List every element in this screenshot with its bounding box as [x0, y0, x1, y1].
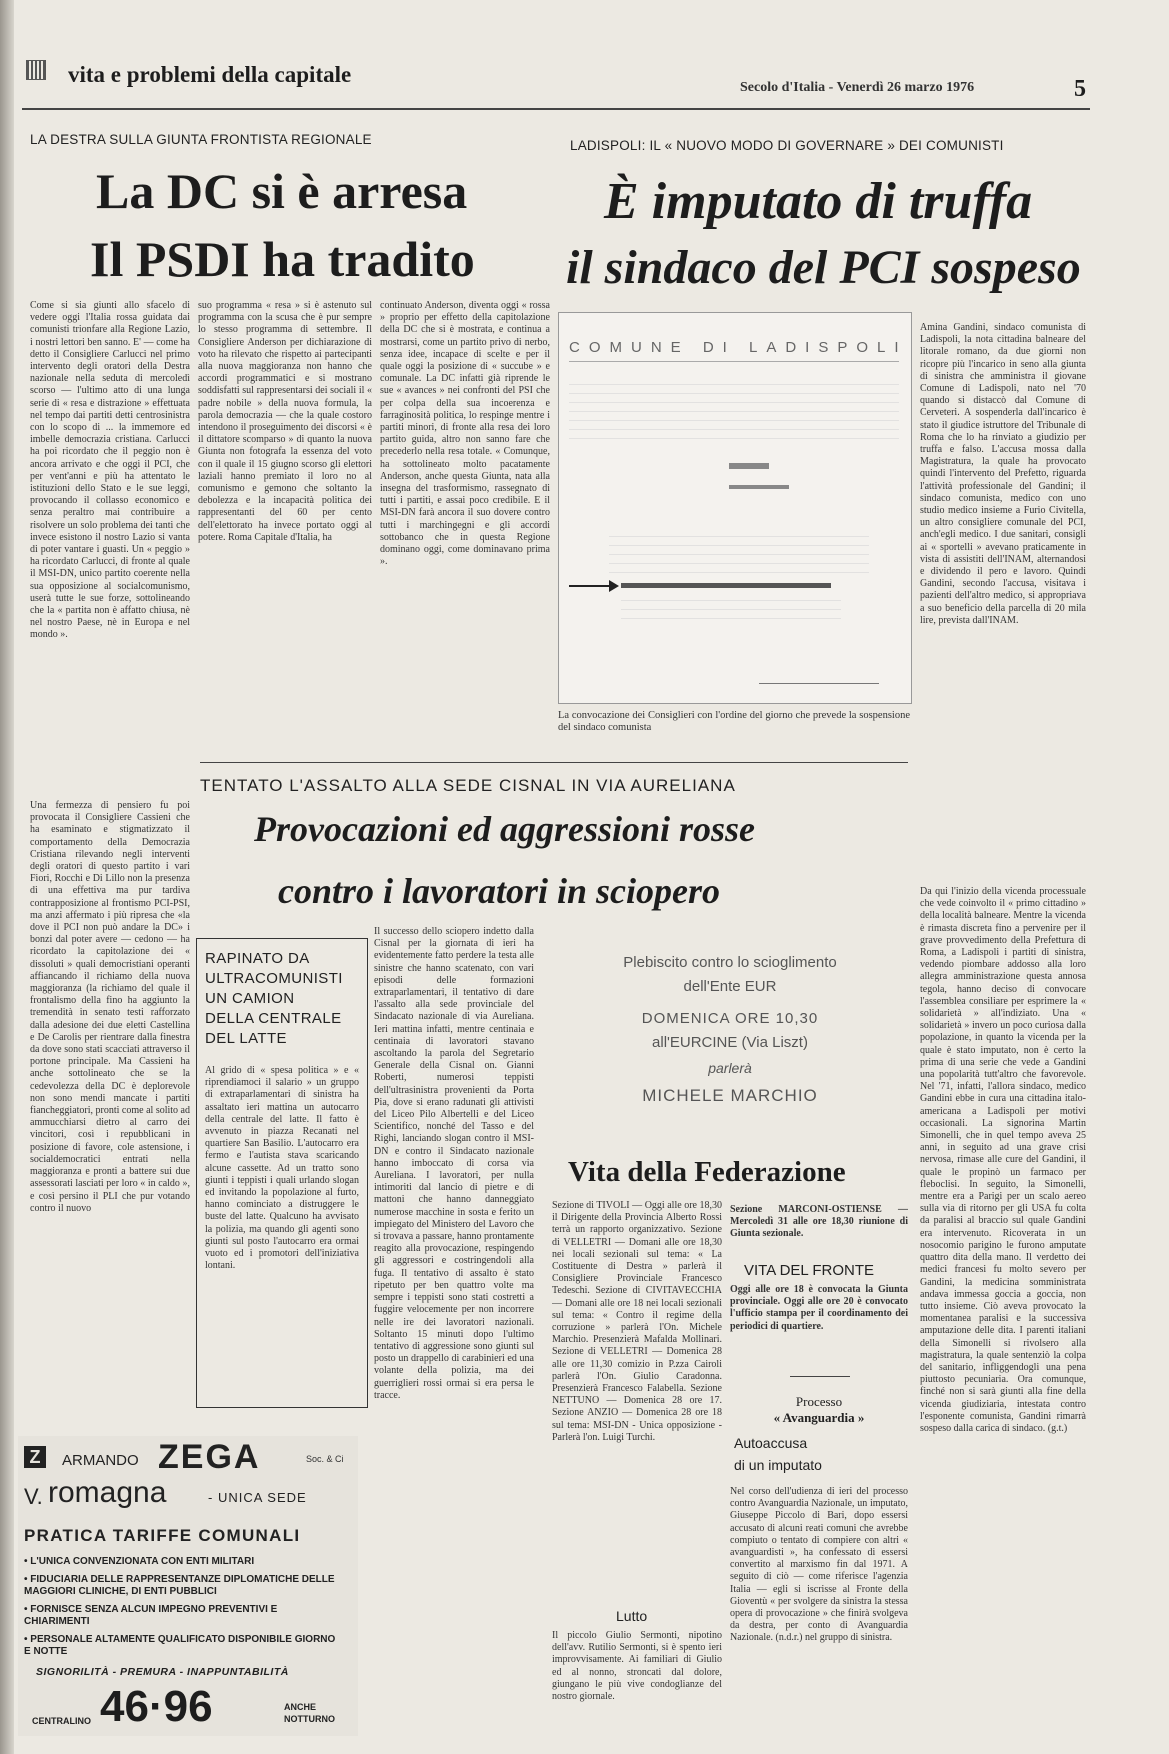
document-stamp [759, 653, 879, 684]
ad-phone-label: CENTRALINO [32, 1716, 91, 1726]
article-left-headline-2: Il PSDI ha tradito [90, 231, 475, 287]
article-left-kicker: LA DESTRA SULLA GIUNTA FRONTISTA REGIONALE [30, 132, 372, 147]
document-text-block [621, 597, 841, 619]
ad-company-small: ARMANDO [62, 1452, 139, 1469]
document-mark [729, 463, 769, 469]
article-left-column-3: continuato Anderson, diventa oggi « rossa » proprio per effetto della capitolazione della DC che si è mostrata, e continua a mostrarsi, come un partito privo di nerbo, senza idee, incapace di scelte e per il quale oggi la posizione di « succube » e comunale. La DC infatti già riprende le sue « avances » nei confronti del PSI che per colpa della sua incoerenza e farraginosità politica, lo respinge mentre i partiti minori, di fronte alla resa dei loro partito guida, altro non sanno fare che precederlo nella resa totale. « Comunque, ha sottolineato molto pacatamente Anderson, anche questa Giunta, nata alla insegna del trasformismo, rassegnato di tutti i partiti, e assai poco credibile. E il MSI-DN farà ancora il suo dovere contro tutti i marchingegni e gli accordi sottobanco che in questa Regione dominano oggi, come dominavano prima ». [380, 300, 550, 568]
document-letterhead: COMUNE DI LADISPOLI [569, 339, 908, 356]
page-edge-shadow [0, 0, 14, 1754]
article-right-headline-1: È imputato di truffa [604, 173, 1033, 230]
document-facsimile [558, 312, 912, 704]
box-rapinato [196, 938, 368, 1408]
document-text-block [569, 379, 899, 439]
ad-street-prefix: V. [24, 1484, 43, 1509]
advertisement-zega [18, 1436, 358, 1736]
article-left-headline-1: La DC si è arresa [96, 163, 468, 219]
article-left-column-1b: Una fermezza di pensiero fu poi provocata il Consigliere Cassieni che ha esaminato e stigmatizzato il comportamento della Democrazia Cristiana rilevando negli interventi degli oratori di questo partito i vari Fiori, Rocchi e Di Lillo non la presenza di una effettiva ma pur tardiva contrapposizione al frontismo PCI-PSI, ma anzi affermato i più ripresa che «la dove il PCI non può andare la DC» i bonzi dal poter avere — cedono — ha ricordato la capitolazione dei « dissoluti » quali democristiani operanti affiancando il richiamo della nuova maggioranza (la richiamo del quale il frontalismo della fino ha aggiunto la tremendità in senato testi rafforzato dalla adesione dei due eletti Castellina e De Carolis per rientrare dalla finestra da dove sono stati scacciati attraverso il portone principale. Ma Cassieni ha anche sottolineato che se la cedevolezza della DC è deplorevole non sono mendi mancate i partiti fiancheggiatori, pronti come al solito ad ammucchiarsi dietro al carro dei vincitori, così i repubblicani in posizione di favore, cole astensione, i socialdemocratici entrati nella maggioranza e pronti a battere sui due assessorati lasciati per loro « in caldo », e così persino il PLI che pur votando contro il nuovo [30, 800, 190, 1214]
article-cisnal-kicker: TENTATO L'ASSALTO ALLA SEDE CISNAL IN VIA AURELIANA [200, 776, 736, 795]
article-left-column-2: suo programma « resa » si è astenuto sul programma con la scusa che è pur sempre lo stesso programma di settembre. Il Consigliere Anderson per dichiarazione di voto ha rilevato che rispetto ai partecipanti alla nuova maggioranza non hanno che accordi programmatici e si mostrano soddisfatti sul rappresentarsi dei sociali il « padre nobile » della nuova formula, la parola democrazia — che la quale costoro intendono il proseguimento dei discorsi « è il dittatore scomparso » di quanto la nuova Giunta non fotografa la essenza del voto con il quale il 15 giugno scorso gli elettori laziali hanno premiato il loro no al comunismo e gemono che soltanto la debolezza e la incapacità politica dei rappresentanti del 60 per cento dell'elettorato ha invece portato oggi al potere. Roma Capitale d'Italia, ha [198, 300, 372, 543]
article-right-kicker: LADISPOLI: IL « NUOVO MODO DI GOVERNARE » DEI COMUNISTI [570, 138, 1004, 153]
ad-phone-note-1: ANCHE [284, 1702, 317, 1712]
document-mark [729, 485, 789, 489]
ad-bullet: • PERSONALE ALTAMENTE QUALIFICATO DISPONIBILE GIORNO E NOTTE [24, 1634, 336, 1657]
box-rapinato-title-line: ULTRACOMUNISTI [205, 970, 343, 987]
ad-phone-note-2: NOTTURNO [284, 1714, 335, 1724]
processo-title-line: Processo [795, 1394, 843, 1409]
section-title: vita e problemi della capitale [68, 62, 352, 87]
ad-bullet: • FORNISCE SENZA ALCUN IMPEGNO PREVENTIVI E CHIARIMENTI [24, 1604, 278, 1627]
processo-subtitle [734, 1432, 822, 1476]
processo-title-line: « Avanguardia » [773, 1410, 865, 1425]
page-number: 5 [1074, 76, 1086, 102]
ad-company-big: ZEGA [158, 1438, 261, 1476]
federazione-column-2: Sezione MARCONI-OSTIENSE — Mercoledì 31 alle ore 18,30 riunione di Giunta sezionale. [730, 1204, 908, 1240]
box-rapinato-title-line: DEL LATTE [205, 1030, 287, 1047]
article-cisnal-headline-2: contro i lavoratori in sciopero [278, 871, 721, 911]
ad-logo-icon: Z [24, 1446, 46, 1468]
box-plebiscito [552, 930, 908, 1140]
box-rapinato-body: Al grido di « spesa politica » e « riprendiamoci il salario » un gruppo di extraparlamentari di sinistra ha assaltato ieri mattina un autocarro della centrale del latte. Il fatto è avvenuto in piazza Recanati nel quartiere San Basilio. L'autocarro era fermo e l'autista stava scaricando alcune cassette. Ad un tratto sono giunti i teppisti i quali urlando slogan ed invitando la popolazione al furto, hanno cominciato a distruggere le buste del latte. Qualcuno ha avvisato la polizia, ma quando gli agenti sono giunti sul posto l'autocarro era ormai vuoto ed i promotori dell'iniziativa lontani. [205, 1065, 359, 1272]
lutto-body: Il piccolo Giulio Sermonti, nipotino dell'avv. Rutilio Sermonti, si è spento ieri improvvisamente. Ai familiari di Giulio ed al nonno, stroncati dal dolore, giungano le più vive condoglianze del nostro giornale. [552, 1630, 722, 1703]
plebiscito-line: all'EURCINE (Via Liszt) [652, 1034, 808, 1051]
plebiscito-line: parlerà [708, 1060, 752, 1076]
box-rapinato-title-line: DELLA CENTRALE [205, 1010, 342, 1027]
processo-title [730, 1394, 908, 1426]
lutto-title: Lutto [616, 1608, 648, 1624]
document-highlight-line [621, 583, 831, 588]
document-caption: La convocazione dei Consiglieri con l'ordine del giorno che prevede la sospensione del sindaco comunista [558, 710, 910, 734]
ad-bullet: • FIDUCIARIA DELLE RAPPRESENTANZE DIPLOMATICHE DELLE MAGGIORI CLINICHE, DI ENTI PUBBLICI [24, 1574, 335, 1597]
vita-fronte-body: Oggi alle ore 18 è convocata la Giunta provinciale. Oggi alle ore 20 è convocato l'ufficio stampa per il coordinamento dei periodici di quartiere. [730, 1284, 908, 1332]
article-cisnal-headline-1: Provocazioni ed aggressioni rosse [254, 809, 756, 849]
processo-subtitle-line: di un imputato [734, 1457, 822, 1473]
federazione-title: Vita della Federazione [568, 1156, 846, 1188]
divider-line [790, 1376, 850, 1377]
ad-bullet: • L'UNICA CONVENZIONATA CON ENTI MILITARI [24, 1556, 255, 1567]
box-rapinato-title-line: RAPINATO DA [205, 950, 310, 967]
processo-subtitle-line: Autoaccusa [734, 1435, 808, 1451]
box-rapinato-title [205, 949, 343, 1049]
dateline: Secolo d'Italia - Venerdì 26 marzo 1976 [740, 80, 975, 95]
federazione-column-1: Sezione di TIVOLI — Oggi alle ore 18,30 il Dirigente della Provincia Alberto Rossi terrà un rapporto organizzativo. Sezione di VELLETRI — Domani alle ore 18,30 nei locali sezionali sul tema: « La Costituente di Destra » parlerà il Consigliere Provinciale Francesco Tedeschi. Sezione di CIVITAVECCHIA — Domani alle ore 18 nei locali sezionali sul tema: « Contro il regime della corruzione » parlerà l'On. Michele Marchio. Presenzierà Mafalda Mollinari. Sezione di VELLETRI — Domenica 28 alle ore 11,30 comizio in P.zza Cairoli parlerà l'On. Giulio Caradonna. Presenzierà Francesco Falabella. Sezione NETTUNO — Domenica 28 ore 17. Sezione ANZIO — Domenica 28 ore 18 sul tema: MSI-DN - Unica opposizione - Parlerà l'on. Luigi Turchi. [552, 1200, 722, 1443]
article-left-column-1: Come si sia giunti allo sfacelo di vedere oggi l'Italia rossa guidata dai comunisti trionfare alla Regione Lazio, i nostri lettori ben sanno. E' — come ha detto il Consigliere Carlucci nel primo intervento degli oratori della Destra nazionale nella seduta di mercoledì scorso — l'ultimo atto di una lunga serie di « resa e distrazione » effettuata nel tempo dai partiti detti centrosinistra con lo scopo di ... la immemore ed imbelle democrazia cristiana. Carlucci ha poi ricordato che il peggio non è ancora arrivato e che oggi il PCI, che per vent'anni e più ha attentato le istituzioni dello Stato e le sue leggi, provocando il collasso economico e senza peraltro mai contribuire a risolvere un solo problema dei tanti che invece esistono il nostro Lazio si vanta di poter vantare i guasti. Un « peggio » ha ricordato Carlucci, di fronte al quale il MSI-DN, unico partito coerente nella sua opposizione al socialcomunismo, userà tutte le sue forze, sottolineando che la « partita non è affatto chiusa, nè nel nostro Paese, nè in Europa e nel mondo ». [30, 300, 190, 641]
plebiscito-line: MICHELE MARCHIO [642, 1086, 818, 1105]
ad-street: romagna [48, 1476, 167, 1509]
ad-slogan: SIGNORILITÀ - PREMURA - INAPPUNTABILITÀ [36, 1666, 289, 1678]
ad-street-suffix: - UNICA SEDE [208, 1490, 307, 1505]
article-cisnal-column: Il successo dello sciopero indetto dalla Cisnal per la giornata di ieri ha evidentemente fatto perdere la testa alle sinistre che hanno scatenato, con vari episodi delle formazioni extraparlamentari, il tentativo di dare l'assalto alla sede provinciale del Sindacato nazionale di via Aureliana. Ieri mattina infatti, mentre centinaia e centinaia di lavoratori stavano ascoltando la parola del Segretario Generale della Cisnal on. Gianni Roberti, numerosi teppisti dell'ultrasinistra provenienti da Porta Pia, dove si erano radunati gli attivisti del Liceo Pilo Albertelli e del Liceo Scientifico, nonché del Tasso e del Righi, lanciando slogan contro il MSI-DN e contro il Sindacato nazionale hanno imboccato di corsa via Aureliana. I lavoratori, per nulla intimoriti dal lancio di pietre e di mattoni che hanno danneggiato numerose macchine in sosta e ferito un impiegato del Ministero del Lavoro che si trovava a passare, hanno prontamente reagito alla provocazione, respingendo gli aggressori e costringendoli alla fuga. Il tentativo di assalto è stato ripetuto per ben quattro volte ma sempre i teppisti sono stati costretti a fuggire velocemente per non incorrere nelle ire dei lavoratori nazionali. Soltanto 15 minuti dopo l'ultimo tentativo di aggressione sono giunti sul posto un drappello di carabinieri ed una volante della polizia, ma dei guerriglieri rossi ormai si era persa le tracce. [374, 926, 534, 1401]
divider-line [200, 762, 908, 763]
arrow-icon [609, 580, 619, 592]
plebiscito-line: Plebiscito contro lo scioglimento [623, 954, 837, 971]
article-right-column: Amina Gandini, sindaco comunista di Ladispoli, la nota cittadina balneare del litorale romano, da due giorni non ricopre più l'incarico in seno alla giunta di sinistra che amministra il giovane Comune di Ladispoli, nato nel '70 quando si distaccò dal Comune di Cerveteri. A sospenderla dall'incarico è stato il giudice istruttore del Tribunale di Roma che lo ha rinviato a giudizio per truffa e falso. L'accusa mossa dalla Magistratura, la quale ha provocato quindi l'intervento del Prefetto, riguarda l'attività professionale del Gandini; il sindaco comunista, medico con uno studio medico insieme a Furio Civitella, un altro consigliere comunale del PCI, anch'egli medico. I due sanitari, consigli ai « sportelli » avevano praticamente in vista di assistiti dell'INAM, alternandosi e dividendo il pero e lavoro. Quindi Gandini, secondo l'accusa, visitava i pazienti dell'altro medico, si appropriava a suo beneficio della parcella di 20 mila lire, prevista dall'INAM. [920, 322, 1086, 626]
header-rule [22, 108, 1090, 110]
box-rapinato-title-line: UN CAMION [205, 990, 295, 1007]
section-icon [26, 60, 46, 80]
vita-fronte-title: VITA DEL FRONTE [744, 1262, 875, 1279]
document-text-block [609, 533, 869, 573]
article-right-column-b: Da qui l'inizio della vicenda processuale che vede coinvolto il « primo cittadino » della località balneare. Mentre la vicenda è rimasta discreta fino a pervenire per il grave provvedimento della Prefettura di Roma, a Ladispoli i partiti di sinistra, vedendo piombare addosso alla loro allegra amministrazione questa annosa tegola, hanno deciso di convocare l'assemblea consiliare per esprimere la « solidarietà » all'indiziato. Una « solidarietà » invero un poco curiosa dalla popolazione, in quanto la vicenda per la quale è stato imputato, non è certo la prima di una serie che vede a Gandini una popolarità tutt'altro che favorevole. Nel '71, infatti, l'allora sindaco, medico Gandini ebbe in cura una cittadina italo-americana a Ladispoli per motivi occasionali. La signorina Martin Simonelli, che in quel tempo aveva 25 anni, in seguito ad una grave crisi nervosa, rimase alle cure del Gandini, il quale le propinò un farmaco per fleboclisi. In seguito, la Simonelli, mentre era a Parigi per un scalo aereo sulla via di ritorno per gli USA fu colta da paralisi al braccio sul quale Gandini era intervenuto. Ricoverata in un nosocomio parigino le furono amputate quattro dita della mano. Il verdetto dei medici francesi fu molto severo per Gandini, la medicina somministrata andava immessa goccia a goccia, non tutto insieme. Ciò aveva provocato la momentanea paralisi e la successiva amputazione delle dita. I parenti italiani della Simonelli si rivolsero alla magistratura, la quale sentenziò la colpa del sanitario, infliggendogli una pena piuttosto pecuniaria. Ora comunque, finché non si sarà giunti alla fine della vicenda giudiziaria, intestata contro l'esponente comunista, Gandini rimarrà sospeso dalla carica di sindaco. (g.t.) [920, 886, 1086, 1434]
ad-phone: 46·96 [100, 1682, 213, 1731]
plebiscito-line: dell'Ente EUR [683, 978, 777, 995]
ad-company-suffix: Soc. & Ci [306, 1454, 344, 1464]
processo-body: Nel corso dell'udienza di ieri del processo contro Avanguardia Nazionale, un imputato, Giuseppe Piccolo di Bari, dopo essersi accusato di alcuni reati comuni che avrebbe compiuto o tentato di compiere con altri « avanguardisti », ha confessato di essersi convertito al marxismo fin dal 1971. A seguito di ciò — come riferisce l'agenzia Italia — egli si iscrisse al Fronte della Gioventù « per svolgere da sinistra la stessa opera di provocazione » che finirà svolgeva da destra, per conto di Avanguardia Nazionale. (n.d.r.) nel gruppo di sinistra. [730, 1486, 908, 1644]
ad-tagline: PRATICA TARIFFE COMUNALI [24, 1526, 301, 1545]
plebiscito-line: DOMENICA ORE 10,30 [641, 1010, 819, 1027]
article-right-headline-2: il sindaco del PCI sospeso [566, 241, 1081, 294]
document-line [569, 361, 899, 362]
